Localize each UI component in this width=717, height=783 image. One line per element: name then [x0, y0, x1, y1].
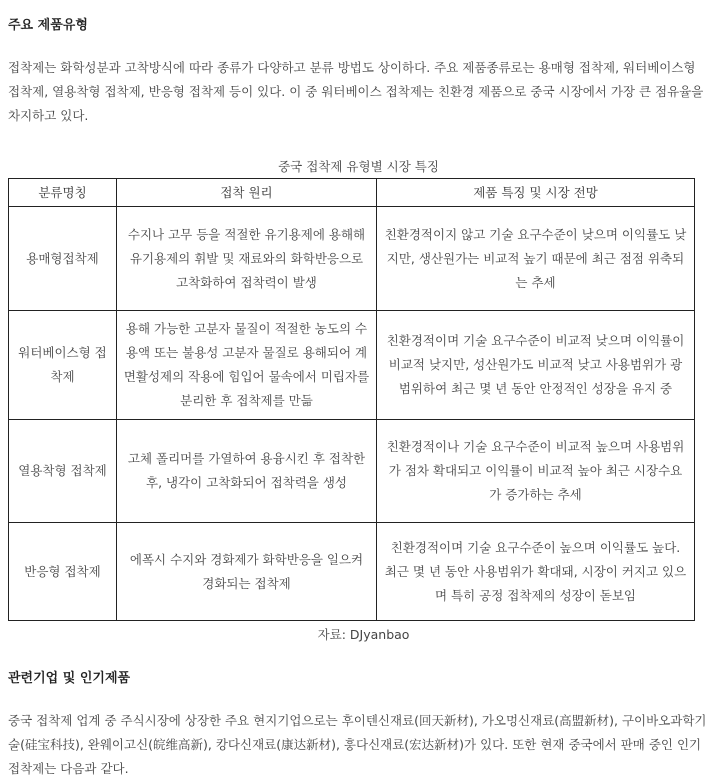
companies-paragraph: 중국 접착제 업계 중 주식시장에 상장한 주요 현지기업으로는 후이텐신재료(回天新材), 가오멍신재료(高盟新材), 구이바오과학기술(硅宝科技), 완웨이고신(皖维高新), 캉다신재료(康达新材), 훙다신재료(宏达新材)가 있다. 또한 현재 중국에서 판매 중인 인기 접착제는 다음과 같다. — [8, 713, 707, 776]
header-features-outlook: 제품 특징 및 시장 전망 — [377, 179, 695, 207]
table-row — [9, 523, 695, 621]
table-row — [9, 420, 695, 523]
header-adhesion-principle: 접착 원리 — [117, 179, 377, 207]
section-heading-companies: 관련기업 및 인기제품 — [8, 671, 131, 686]
cell-features: 친환경적이지 않고 기술 요구수준이 낮으며 이익률도 낮지만, 생산원가는 비교적 높기 때문에 최근 점점 위축되는 추세 — [377, 207, 695, 311]
cell-principle: 고체 폴리머를 가열하여 용융시킨 후 접착한 후, 냉각이 고착화되어 접착력을 생성 — [117, 420, 377, 523]
table-header-row — [9, 179, 695, 207]
cell-features: 친환경적이나 기술 요구수준이 비교적 높으며 사용범위가 점차 확대되고 이익률이 비교적 높아 최근 시장수요가 증가하는 추세 — [377, 420, 695, 523]
cell-principle: 에폭시 수지와 경화제가 화학반응을 일으켜 경화되는 접착제 — [117, 523, 377, 621]
section-heading-product-types: 주요 제품유형 — [8, 18, 88, 33]
table-row — [9, 207, 695, 311]
cell-principle: 수지나 고무 등을 적절한 유기용제에 용해해 유기용제의 휘발 및 재료와의 화학반응으로 고착화하여 접착력이 발생 — [117, 207, 377, 311]
cell-type-name: 워터베이스형 접착제 — [9, 311, 117, 420]
table-source: 자료: DJyanbao — [317, 627, 410, 642]
intro-paragraph: 접착제는 화학성분과 고착방식에 따라 종류가 다양하고 분류 방법도 상이하다. 주요 제품종류로는 용매형 접착제, 워터베이스형 접착제, 열용착형 접착제, 반응형 접착제 등이 있다. 이 중 워터베이스 접착제는 친환경 제품으로 중국 시장에서 가장 큰 점유율을 차지하고 있다. — [8, 60, 704, 123]
cell-type-name: 반응형 접착제 — [9, 523, 117, 621]
cell-type-name: 열용착형 접착제 — [9, 420, 117, 523]
cell-type-name: 용매형접착제 — [9, 207, 117, 311]
cell-features: 친환경적이며 기술 요구수준이 비교적 낮으며 이익률이 비교적 낮지만, 성산원가도 비교적 낮고 사용범위가 광범위하여 최근 몇 년 동안 안정적인 성장을 유지 중 — [377, 311, 695, 420]
table-row — [9, 311, 695, 420]
cell-features: 친환경적이며 기술 요구수준이 높으며 이익률도 높다. 최근 몇 년 동안 사용범위가 확대돼, 시장이 커지고 있으며 특히 공정 접착제의 성장이 돋보임 — [377, 523, 695, 621]
table-caption: 중국 접착제 유형별 시장 특징 — [278, 159, 439, 174]
adhesive-types-table — [8, 178, 695, 621]
cell-principle: 용해 가능한 고분자 물질이 적절한 농도의 수용액 또는 불용성 고분자 물질로 용해되어 계면활성제의 작용에 힘입어 물속에서 미립자를 분리한 후 접착제를 만듦 — [117, 311, 377, 420]
header-category-name: 분류명칭 — [9, 179, 117, 207]
